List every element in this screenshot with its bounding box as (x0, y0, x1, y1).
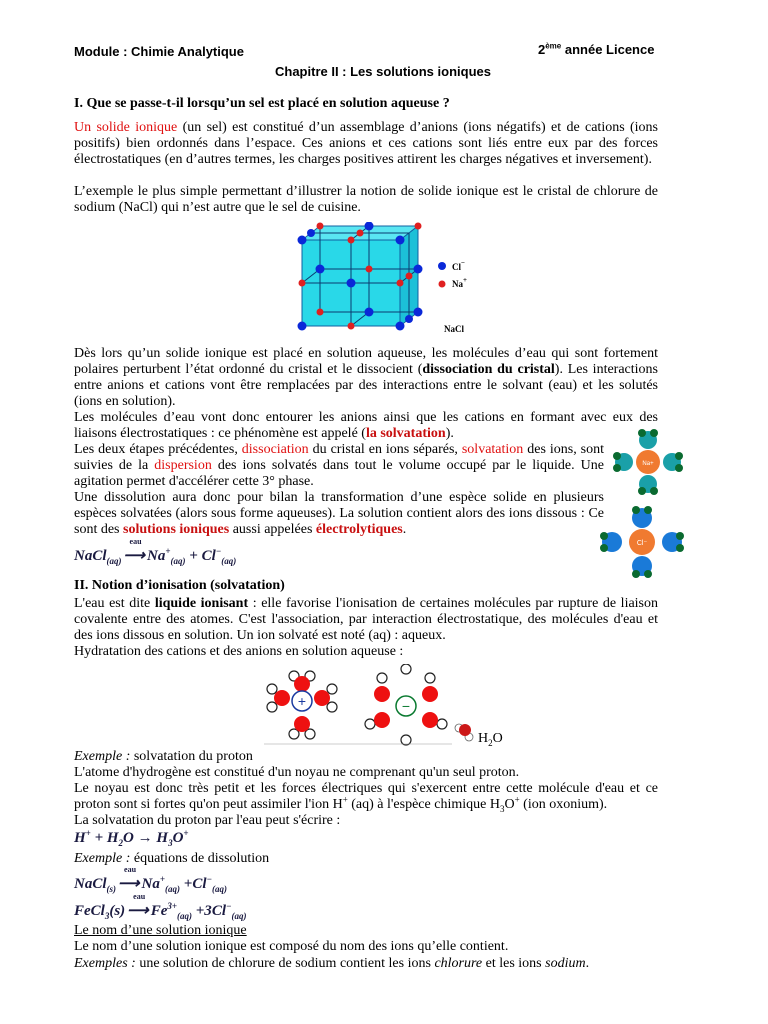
paragraph-oxonium: Le noyau est donc très petit et les forces électriques qui s'exercent entre cette molécule d'eau et ce proton sont si fortes qu'on peut assimiler l'ion H+ (aq) à l'espèce chimique $H_3O^+$ (ion oxonium). (74, 781, 658, 814)
svg-text:+: + (297, 693, 307, 709)
paragraph-solutions-ioniques: Une dissolution aura donc pour bilan la transformation d’une espèce solide en plusieurs espèces solvatées (alors sous forme aqueuses). La solution contient alors des ions dissous : Ce sont des solutions ioniques aussi appelées électrolytiques. (74, 490, 604, 537)
legend-cl: Cl− (452, 259, 465, 272)
svg-text:Na+: Na+ (642, 461, 654, 467)
nom-solution-title: Le nom d’une solution ionique (74, 923, 247, 938)
paragraph-exemples-nom: Exemples : une solution de chlorure de sodium contient les ions chlorure et les ions sodium. (74, 956, 590, 971)
solvated-chloride-ion (600, 506, 684, 578)
paragraph-proton-solvation: La solvatation du proton par l'eau peut s'écrire : (74, 813, 341, 828)
example-dissolution: Exemple : équations de dissolution (74, 851, 270, 866)
section1-title: I. Que se passe-t-il lorsqu’un sel est placé en solution aqueuse ? (74, 96, 450, 111)
hydrated-cation (267, 671, 337, 739)
paragraph-hydrogen-atom: L'atome d'hydrogène est constitué d'un noyau ne comprenant qu'un seul proton. (74, 765, 520, 780)
module-title: Module : Chimie Analytique (74, 44, 244, 59)
example-proton: Exemple : solvatation du proton (74, 749, 253, 764)
equation-fecl3: FeCl$_3$(s) eau ⟶ $Fe^{3+}_{(aq)} +3Cl^-_{(aq)}$ (74, 892, 247, 921)
paragraph-liquide-ionisant: L'eau est dite liquide ionisant : elle favorise l'ionisation de certaines molécules par rupture de liaison covalente entre des atomes. C'est l'association, par interaction électrostatique, des molécules d'eau et des ions dissous en solution. Un ion solvaté est noté (aq) : aqueux. (74, 596, 659, 643)
chapter-title: Chapitre II : Les solutions ioniques (275, 64, 491, 79)
solvated-sodium-ion (612, 428, 684, 496)
section2-title: II. Notion d’ionisation (solvatation) (74, 578, 285, 593)
paragraph-dissociation: Dès lors qu’un solide ionique est placé en solution aqueuse, les molécules d’eau qui sont fortement polaires perturbent l’état ordonné du cristal et le dissocient (dissociation du cristal). Les interactions entre anions et cations vont être remplacées par des interactions entre le solvant (eau) et les solutés (ions en solution). (74, 346, 658, 409)
paragraph-solvatation: Les molécules d’eau vont donc entourer les anions ainsi que les cations en formant avec eux des liaisons électrostatiques : ce phénomène est appelé (la solvatation). (74, 410, 658, 441)
hydration-diagram (264, 664, 454, 746)
nacl-crystal-figure (290, 222, 510, 340)
h2o-label: $H_2O$ (478, 731, 503, 748)
legend-na: Na+ (452, 276, 467, 289)
paragraph-hydratation: Hydratation des cations et des anions en solution aqueuse : (74, 644, 404, 659)
equation-oxonium: $H^+ + H_2O \to H_3O^+$ (74, 828, 189, 848)
svg-text:Cl⁻: Cl⁻ (636, 540, 648, 547)
water-molecule-icon (452, 720, 476, 744)
svg-text:−: − (401, 698, 411, 714)
paragraph-nacl-example: L’exemple le plus simple permettant d’illustrer la notion de solide ionique est le cristal de chlorure de sodium (NaCl) qui n’est autre que le sel de cuisine. (74, 184, 658, 215)
figure-caption: NaCl (444, 324, 464, 334)
hydrated-anion (365, 664, 447, 745)
paragraph-solide-ionique: Un solide ionique (un sel) est constitué d’un assemblage d’anions (ions négatifs) et de cations (ions positifs) bien ordonnés dans l’espace. Ces anions et ces cations sont liés entre eux par des forces électrostatiques (en d’autres termes, les charges positives attirent les charges négatives et inversement). (74, 120, 658, 167)
paragraph-dispersion: Les deux étapes précédentes, dissociation du cristal en ions séparés, solvatation des ions, sont suivies de la dispersion des ions solvatés dans tout le volume occupé par le liquide. Une agitation permet d'accélérer cette 3° phase. (74, 442, 604, 489)
equation-nacl-aq: NaCl$_{(aq)}$ eau ⟶ $Na^+_{(aq)} + Cl^-_{(aq)}$ (74, 537, 237, 566)
equation-nacl-s: NaCl$_{(s)}$ eau ⟶ $Na^+_{(aq)} +Cl^-_{(aq)}$ (74, 865, 227, 894)
paragraph-nom-solution: Le nom d’une solution ionique est composé du nom des ions qu’elle contient. (74, 939, 509, 954)
year-label: 2ème année Licence (538, 41, 655, 57)
